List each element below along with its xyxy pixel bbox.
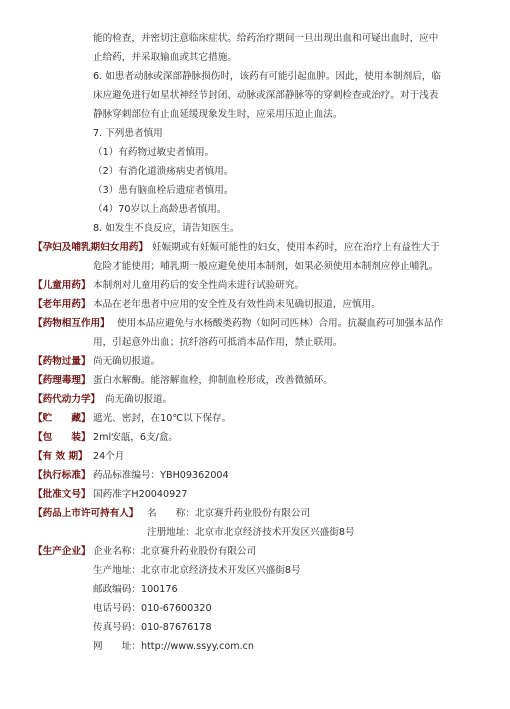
manufacturer-name: 企业名称：北京赛升药业股份有限公司 (93, 546, 257, 557)
pharmacokinetics-heading: 【药代动力学】 (33, 394, 101, 405)
item-8: 8. 如发生不良反应，请告知医生。 (93, 223, 240, 234)
manufacturer-postcode: 邮政编码：100176 (93, 584, 178, 595)
item-7-sub-3: （3）患有脑血栓后遗症者慎用。 (93, 185, 234, 196)
manufacturer-phone: 电话号码：010-67600320 (93, 603, 212, 614)
elderly-text: 本品在老年患者中应用的安全性及有效性尚未见确切报道，应慎用。 (93, 299, 381, 310)
validity-text: 24个月 (93, 451, 125, 462)
elderly-heading: 【老年用药】 (33, 299, 91, 310)
item-7-sub-1: （1）有药物过敏史者慎用。 (93, 147, 215, 158)
item-7-title: 7. 下列患者慎用 (93, 128, 163, 139)
pediatric-text: 本制剂对儿童用药后的安全性尚未进行试验研究。 (93, 280, 305, 291)
package-text: 2ml安瓿，6支/盒。 (93, 432, 179, 443)
toxicology-text: 蛋白水解酶。能溶解血栓，抑制血栓形成，改善微循环。 (93, 375, 333, 386)
continued-line-2: 止给药，并采取输血或其它措施。 (93, 52, 237, 63)
storage-text: 遮光、密封，在10℃以下保存。 (93, 413, 232, 424)
standard-heading: 【执行标准】 (33, 470, 91, 481)
item-6-line-2: 床应避免进行如星状神经节封闭、动脉或深部静脉等的穿刺检查或治疗。对于浅表 (93, 90, 439, 101)
validity-heading: 【有 效 期】 (33, 451, 88, 462)
item-7-sub-4: （4）70岁以上高龄患者慎用。 (93, 204, 227, 215)
standard-text: 药品标准编号：YBH09362004 (93, 470, 229, 481)
toxicology-heading: 【药理毒理】 (33, 375, 91, 386)
pediatric-heading: 【儿童用药】 (33, 280, 91, 291)
approval-heading: 【批准文号】 (33, 489, 91, 500)
overdose-text: 尚无确切报道。 (93, 356, 161, 367)
pregnancy-heading: 【孕妇及哺乳期妇女用药】 (33, 242, 149, 253)
pharmacokinetics-text: 尚无确切报道。 (105, 394, 173, 405)
overdose-heading: 【药物过量】 (33, 356, 91, 367)
manufacturer-fax: 传真号码：010-87676178 (93, 622, 212, 633)
item-7-sub-2: （2）有消化道溃疡病史者慎用。 (93, 166, 234, 177)
approval-text: 国药准字H20040927 (93, 489, 188, 500)
item-6-line-3: 静脉穿刺部位有止血延缓现象发生时，应采用压迫止血法。 (93, 109, 343, 120)
manufacturer-address: 生产地址：北京市北京经济技术开发区兴盛街8号 (93, 565, 301, 576)
pregnancy-text-2: 危险才能使用；哺乳期一般应避免使用本制剂，如果必须使用本制剂应停止哺乳。 (93, 261, 439, 272)
continued-line-1: 能的检查，并密切注意临床症状。给药治疗期间一旦出现出血和可疑出血时，应中 (93, 33, 439, 44)
storage-heading: 【贮 藏】 (33, 413, 91, 424)
manufacturer-website: 网 址：http://www.ssyy.com.cn (93, 641, 254, 652)
interaction-heading: 【药物相互作用】 (33, 318, 110, 329)
interaction-text-1: 使用本品应避免与水杨酸类药物（如阿司匹林）合用。抗凝血药可加强本品作 (117, 318, 444, 329)
interaction-text-2: 用，引起意外出血；抗纤溶药可抵消本品作用，禁止联用。 (93, 337, 343, 348)
package-heading: 【包 装】 (33, 432, 91, 443)
holder-heading: 【药品上市许可持有人】 (33, 508, 139, 519)
holder-address: 注册地址：北京市北京经济技术开发区兴盛街8号 (147, 527, 355, 538)
manufacturer-heading: 【生产企业】 (33, 546, 91, 557)
item-6-line-1: 6. 如患者动脉或深部静脉损伤时，该药有可能引起血肿。因此，使用本制剂后，临 (93, 71, 441, 82)
pregnancy-text-1: 妊娠期或有妊娠可能性的妇女，使用本药时，应在治疗上有益性大于 (152, 242, 440, 253)
holder-name: 名 称：北京赛升药业股份有限公司 (147, 508, 311, 519)
